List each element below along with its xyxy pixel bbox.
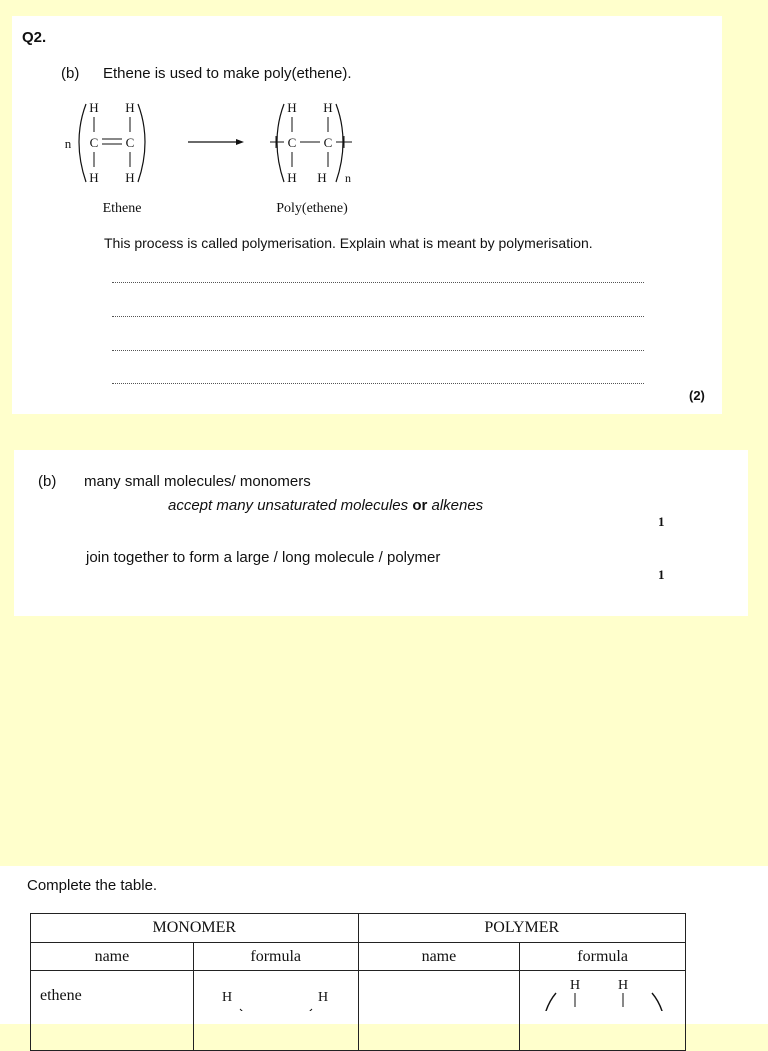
answer-line-1[interactable] — [112, 282, 644, 283]
svg-text:C: C — [323, 135, 333, 150]
svg-text:H: H — [125, 170, 135, 185]
ethene-structure — [194, 971, 359, 1011]
svg-text:H: H — [570, 978, 581, 993]
polyethene-structure — [520, 971, 686, 1011]
header-polymer: POLYMER — [358, 914, 685, 943]
svg-text:H: H — [89, 100, 99, 115]
row-ethene-name: ethene — [31, 971, 194, 1051]
svg-text:H: H — [287, 170, 297, 185]
answer-line-4[interactable] — [112, 383, 644, 384]
question-text: This process is called polymerisation. Explain what is meant by polymerisation. — [104, 235, 593, 251]
polymerisation-equation — [58, 96, 358, 221]
question-card — [12, 16, 722, 414]
table-instruction: Complete the table. — [27, 877, 158, 894]
svg-text:H: H — [287, 100, 297, 115]
svg-text:C: C — [287, 135, 297, 150]
svg-text:C: C — [89, 135, 99, 150]
answer-line-2-text: join together to form a large / long molecule / polymer — [86, 549, 441, 566]
row-ethene-monomer-formula — [193, 971, 358, 1051]
subheader-formula-monomer: formula — [193, 943, 358, 971]
marks-label: (2) — [689, 388, 705, 403]
table-section — [0, 866, 768, 1024]
monomer-polymer-table — [30, 913, 686, 1051]
svg-text:H: H — [323, 100, 333, 115]
subheader-name-polymer: name — [358, 943, 520, 971]
polyethene-label: Poly(ethene) — [276, 201, 348, 216]
answer-line-3[interactable] — [112, 350, 644, 351]
subscript-n: n — [345, 171, 351, 185]
row-ethene-polymer-name[interactable] — [358, 971, 520, 1051]
svg-text:H: H — [125, 100, 135, 115]
coefficient-n: n — [64, 136, 72, 151]
question-number: Q2. — [22, 29, 47, 46]
answer-part-label: (b) — [38, 473, 57, 490]
svg-text:C: C — [125, 135, 135, 150]
header-monomer: MONOMER — [31, 914, 359, 943]
mark-2: 1 — [658, 567, 665, 582]
row-ethene-polymer-formula — [520, 971, 686, 1051]
subheader-name-monomer: name — [31, 943, 194, 971]
svg-text:H: H — [317, 170, 327, 185]
answer-line-2[interactable] — [112, 316, 644, 317]
answer-line-1-text: many small molecules/ monomers — [84, 473, 311, 490]
svg-text:H: H — [89, 170, 99, 185]
subheader-formula-polymer: formula — [520, 943, 686, 971]
mark-scheme-card — [14, 450, 748, 616]
svg-text:H: H — [618, 978, 629, 993]
mark-1: 1 — [658, 514, 665, 529]
svg-text:H: H — [221, 990, 232, 1005]
accept-note: accept many unsaturated molecules or alkenes — [168, 497, 484, 514]
ethene-label: Ethene — [102, 201, 142, 216]
svg-text:H: H — [317, 990, 328, 1005]
question-intro: Ethene is used to make poly(ethene). — [103, 65, 352, 82]
part-label: (b) — [61, 65, 80, 82]
